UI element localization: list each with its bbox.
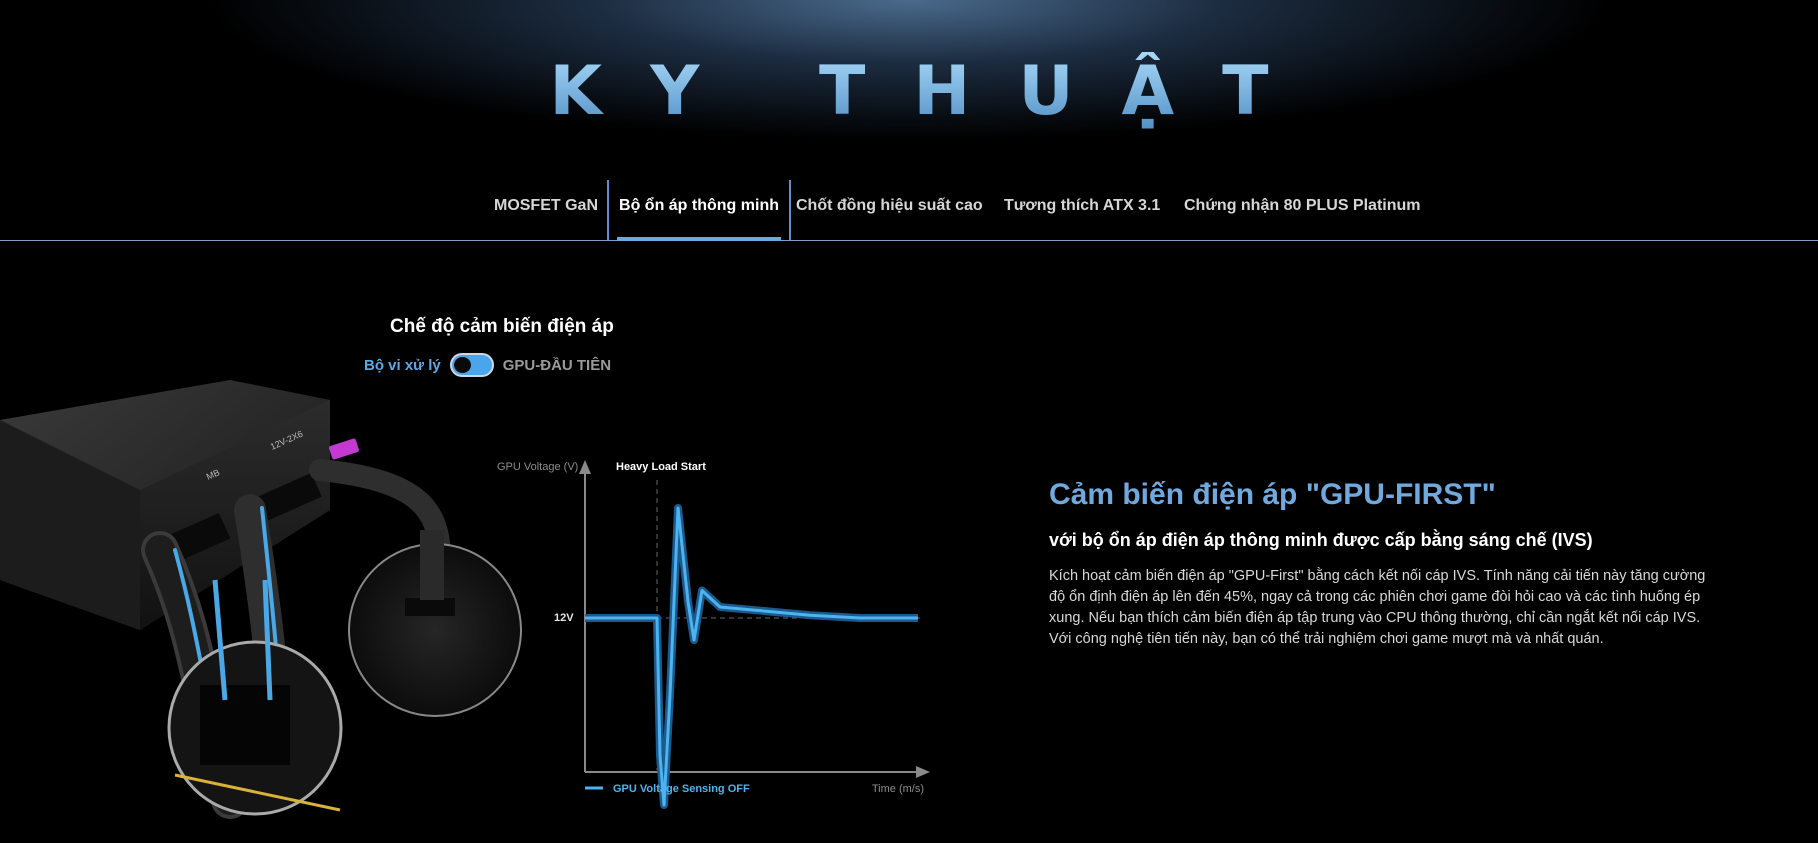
- voltage-sensing-toggle[interactable]: [450, 353, 494, 377]
- mode-option-gpu-first[interactable]: GPU-ĐẦU TIÊN: [502, 356, 612, 374]
- tab-label: MOSFET GaN: [493, 197, 598, 214]
- chart-x-label: Time (m/s): [871, 783, 924, 795]
- tab-label: Tương thích ATX 3.1: [1004, 197, 1161, 214]
- page-title: KY THUẬT: [0, 52, 1818, 132]
- chart-y-tick: 12V: [554, 612, 574, 624]
- active-tab-indicator: [617, 237, 781, 241]
- tab-copper-connector[interactable]: [796, 180, 983, 240]
- series-line-gpu-voltage: [585, 508, 918, 805]
- ivs-connector: [329, 438, 360, 460]
- mode-option-cpu[interactable]: Bộ vi xử lý: [364, 356, 441, 374]
- tab-mosfet-gan[interactable]: [492, 180, 600, 240]
- tab-label: Bộ ổn áp thông minh: [619, 197, 779, 214]
- tab-label: Chứng nhận 80 PLUS Platinum: [1184, 197, 1421, 214]
- chart-y-label: GPU Voltage (V): [497, 461, 579, 473]
- series-glow: [585, 508, 918, 805]
- 12v-label: 12V-2X6: [268, 428, 305, 452]
- tab-bar: [0, 180, 1818, 241]
- tab-smart-regulator[interactable]: [607, 180, 791, 240]
- chart-series: [585, 508, 918, 805]
- tab-label: Chốt đồng hiệu suất cao: [796, 197, 983, 214]
- tab-80plus-platinum[interactable]: [1184, 180, 1421, 240]
- feature-description: Kích hoạt cảm biến điện áp "GPU-First" bằng cách kết nối cáp IVS. Tính năng cải tiến này tăng cường độ ổn định điện áp lên đến 45%, ngay cả trong các phiên chơi game đòi hỏi cao và các tình huống ép xung. Nếu bạn thích cảm biến điện áp tập trung vào CPU thông thường, chỉ cần ngắt kết nối cáp IVS. Với công nghệ tiên tiến này, bạn có thể trải nghiệm chơi game mượt mà và nhất quán.: [1049, 568, 1706, 647]
- toggle-knob: [454, 357, 471, 373]
- feature-title: Cảm biến điện áp "GPU-FIRST": [1049, 478, 1496, 511]
- chart-legend: GPU Voltage Sensing OFF: [613, 783, 750, 795]
- voltage-chart: [480, 450, 940, 810]
- chart-annotation: Heavy Load Start: [616, 461, 706, 473]
- psu-illustration: [0, 380, 560, 843]
- feature-subtitle: với bộ ổn áp điện áp thông minh được cấp bằng sáng chế (IVS): [1049, 530, 1593, 550]
- mb-label: MB: [204, 467, 222, 482]
- mode-selector: [364, 352, 611, 378]
- mode-selector-title: Chế độ cảm biến điện áp: [390, 316, 614, 337]
- tab-atx-31[interactable]: [1004, 180, 1160, 240]
